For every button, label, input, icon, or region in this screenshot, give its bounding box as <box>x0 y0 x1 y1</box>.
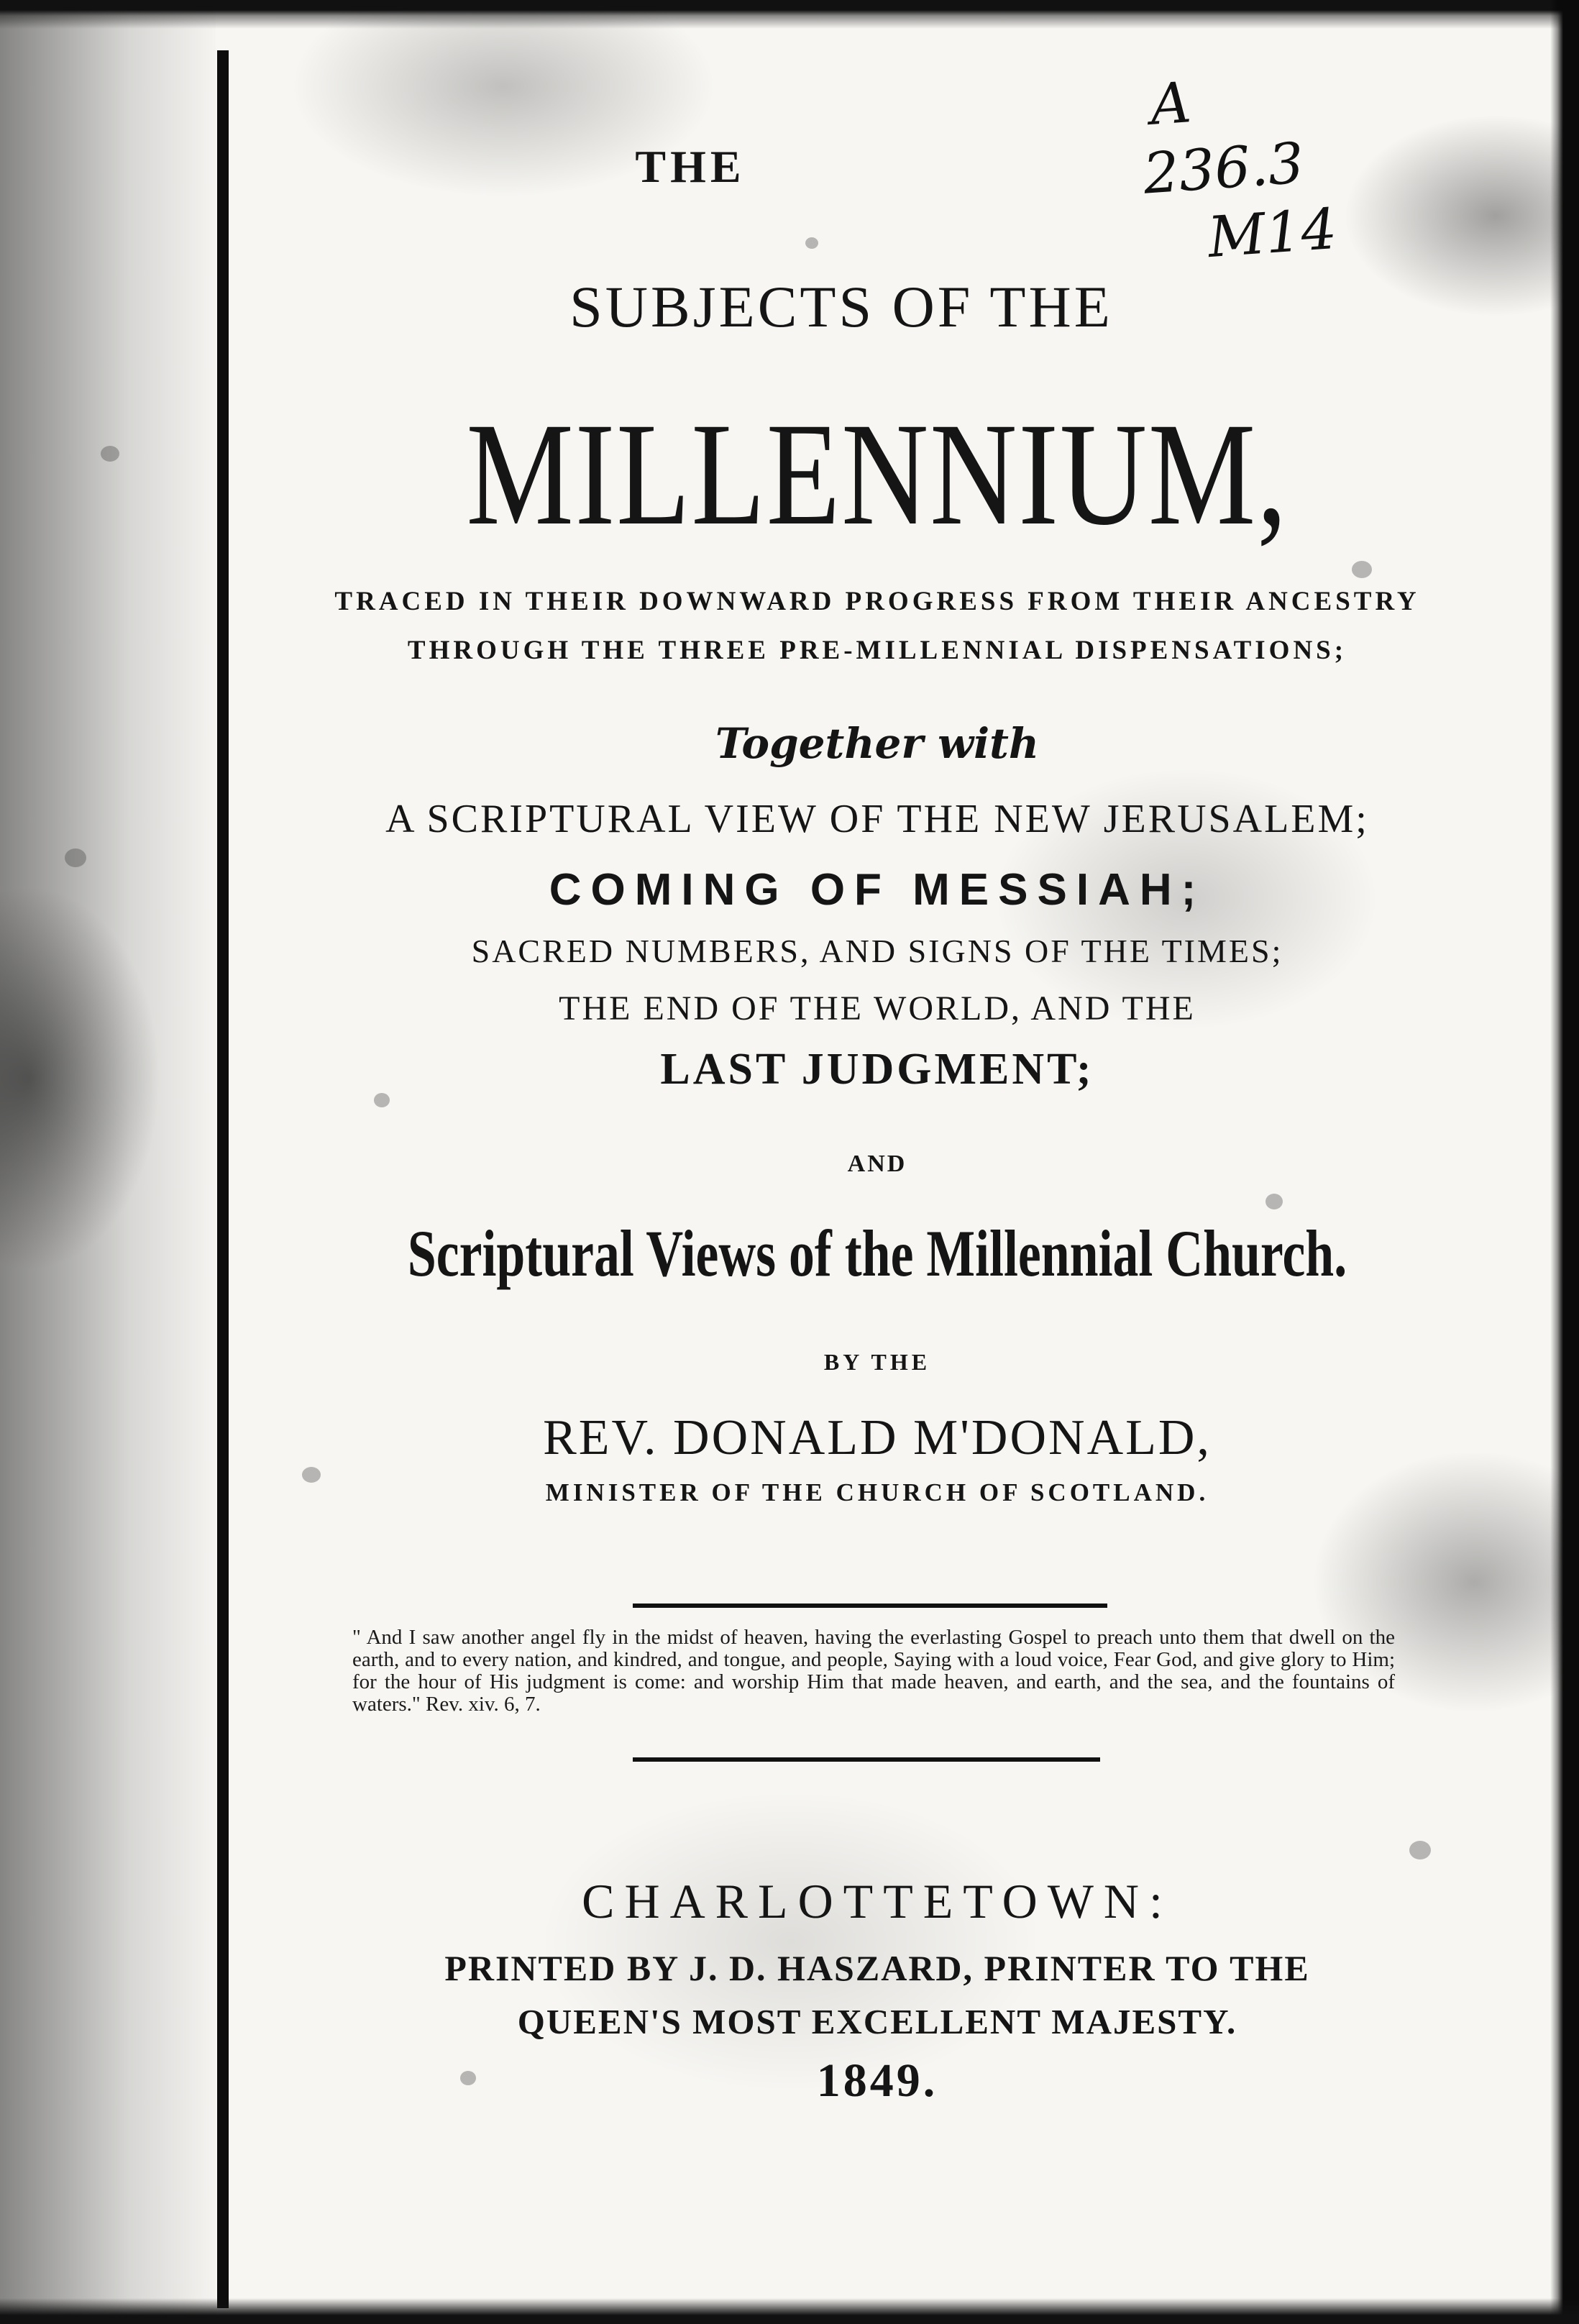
title-the: THE <box>635 141 746 192</box>
title-subjects-of-the: SUBJECTS OF THE <box>569 274 1113 339</box>
subtitle-traced-line1: TRACED IN THEIR DOWNWARD PROGRESS FROM THEIR ANCESTRY <box>334 587 1420 616</box>
imprint-printer-line2: QUEEN'S MOST EXCELLENT MAJESTY. <box>517 2002 1237 2041</box>
left-binding-rule <box>217 50 229 2308</box>
and-conjunction: AND <box>847 1150 907 1177</box>
left-margin-shadow <box>0 0 216 2324</box>
call-number-line1: A <box>1148 70 1194 138</box>
view-new-jerusalem: A SCRIPTURAL VIEW OF THE NEW JERUSALEM; <box>385 797 1369 841</box>
sacred-numbers: SACRED NUMBERS, AND SIGNS OF THE TIMES; <box>471 933 1283 969</box>
epigraph-bottom-rule <box>633 1757 1100 1762</box>
epigraph-top-rule <box>633 1604 1107 1608</box>
author-name: REV. DONALD M'DONALD, <box>543 1410 1212 1465</box>
subtitle-traced-line2: THROUGH THE THREE PRE-MILLENNIAL DISPENSATIONS; <box>407 636 1347 665</box>
imprint-place: CHARLOTTETOWN: <box>582 1874 1173 1929</box>
foxing-spot <box>65 848 86 867</box>
last-judgment: LAST JUDGMENT; <box>660 1045 1094 1094</box>
author-position: MINISTER OF THE CHURCH OF SCOTLAND. <box>545 1478 1209 1506</box>
epigraph: " And I saw another angel fly in the midst of heaven, having the everlasting Gospel to preach unto them that dwell on the earth, and to every nation, and kindred, and tongue, and people, Saying with a loud voice, Fear God, and give glory to Him; for the hour of His judgment is come: and worship Him that made heaven, and earth, and the sea, and the fountains of waters." Rev. xiv. 6, 7. <box>352 1626 1395 1716</box>
title-main: MILLENNIUM, <box>466 393 1289 556</box>
by-the: BY THE <box>823 1349 931 1375</box>
imprint-printer-line1: PRINTED BY J. D. HASZARD, PRINTER TO THE <box>444 1948 1310 1988</box>
end-of-world: THE END OF THE WORLD, AND THE <box>559 989 1196 1028</box>
top-scan-edge <box>0 0 1579 29</box>
together-with: Together with <box>715 719 1040 768</box>
imprint-year: 1849. <box>816 2054 938 2107</box>
foxing-spot <box>805 237 818 249</box>
bottom-scan-edge <box>0 2298 1579 2324</box>
right-scan-edge <box>1550 0 1579 2324</box>
foxing-spot <box>1266 1194 1283 1209</box>
foxing-spot <box>101 446 119 462</box>
call-number-line2: 236.3 <box>1141 131 1306 207</box>
foxing-spot <box>1409 1841 1431 1859</box>
scriptural-views: Scriptural Views of the Millennial Church. <box>407 1217 1347 1290</box>
foxing-spot <box>374 1093 390 1107</box>
foxing-spot <box>1352 561 1372 578</box>
call-number-line3: M14 <box>1206 196 1340 271</box>
coming-of-messiah: COMING OF MESSIAH; <box>549 865 1206 915</box>
